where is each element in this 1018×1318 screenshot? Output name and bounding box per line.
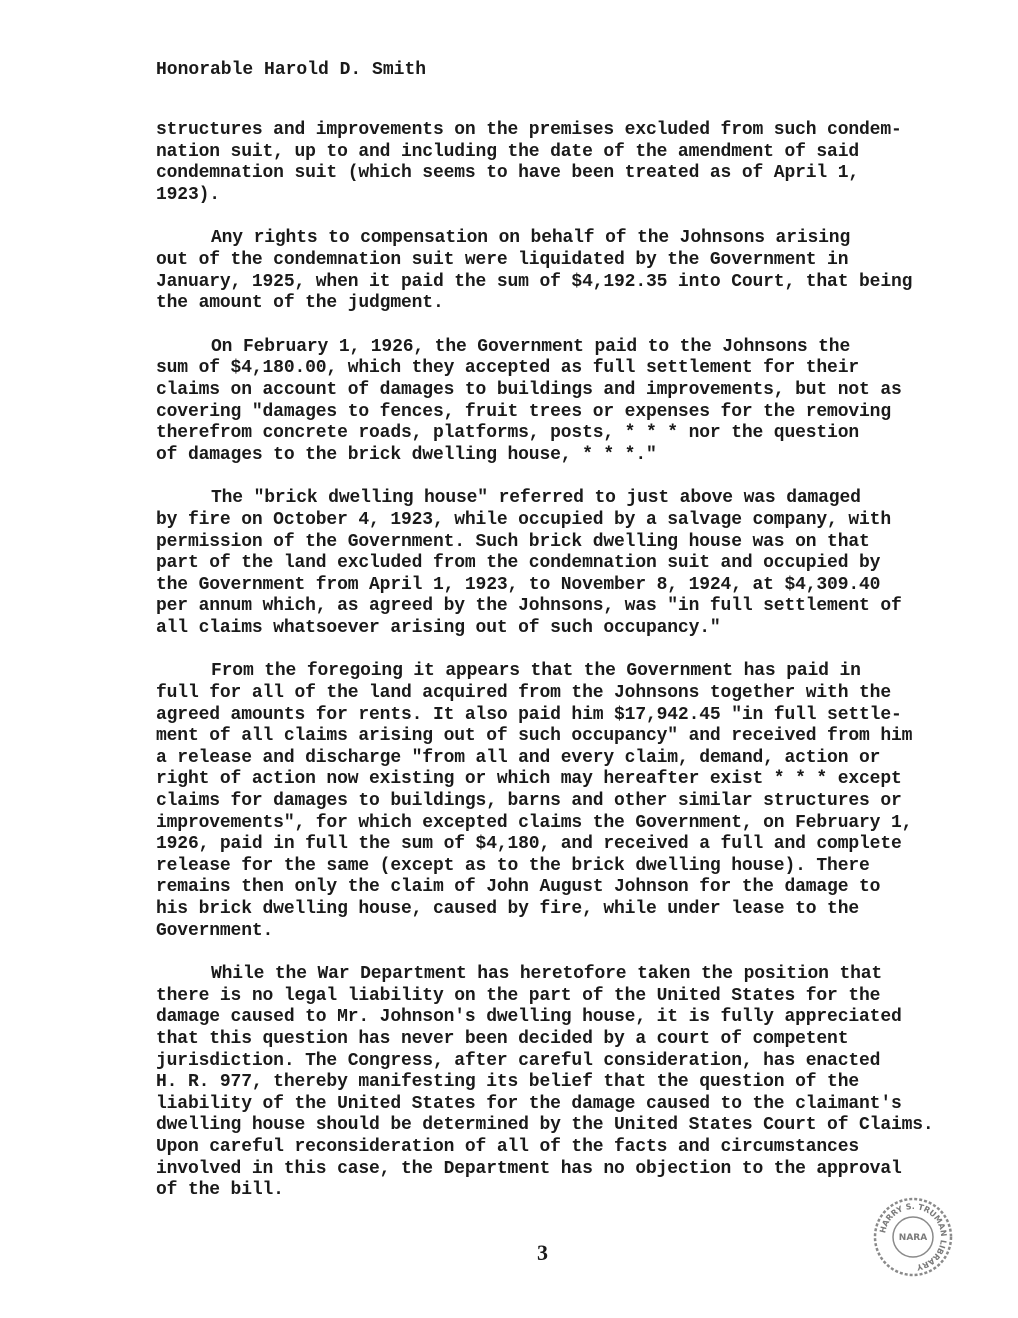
paragraph-line: damage caused to Mr. Johnson's dwelling house, it is fully appreciated (156, 1007, 902, 1028)
paragraph-line: liability of the United States for the damage caused to the claimant's (156, 1093, 902, 1114)
page-number: 3 (537, 1240, 548, 1265)
paragraph-line: therefrom concrete roads, platforms, posts, * * * nor the question (156, 423, 860, 444)
paragraph-line: full for all of the land acquired from the Johnsons together with the (156, 683, 891, 704)
paragraph-2 (156, 228, 926, 314)
paragraph-line: ment of all claims arising out of such occupancy" and received from him (156, 726, 913, 747)
paragraph-line: part of the land excluded from the condemnation suit and occupied by (156, 553, 881, 574)
paragraph-line: a release and discharge "from all and every claim, demand, action or (156, 747, 881, 768)
paragraph-line: jurisdiction. The Congress, after careful consideration, has enacted (156, 1050, 881, 1071)
paragraph-line: claims on account of damages to buildings and improvements, but not as (156, 379, 902, 400)
paragraph-3 (156, 337, 926, 467)
paragraph-line: agreed amounts for rents. It also paid him $17,942.45 "in full settle- (156, 704, 902, 725)
paragraph-line: Government. (156, 920, 274, 941)
paragraph-line: out of the condemnation suit were liquidated by the Government in (156, 249, 849, 270)
paragraph-line: Upon careful reconsideration of all of the facts and circumstances (156, 1136, 860, 1157)
paragraph-line: structures and improvements on the premises excluded from such condem- (156, 120, 902, 140)
paragraph-line: of damages to the brick dwelling house, * * *." (156, 444, 657, 465)
letter-header: Honorable Harold D. Smith (156, 60, 427, 80)
paragraph-6 (156, 964, 934, 1202)
paragraph-line: that this question has never been decided by a court of competent (156, 1028, 849, 1049)
paragraph-line: per annum which, as agreed by the Johnsons, was "in full settlement of (156, 596, 902, 617)
svg-text:NARA: NARA (898, 1233, 928, 1243)
paragraph-line: the amount of the judgment. (156, 293, 444, 314)
paragraph-line: condemnation suit (which seems to have been treated as of April 1, (156, 163, 860, 184)
paragraph-line: permission of the Government. Such brick dwelling house was on that (156, 531, 870, 552)
library-stamp-icon (872, 1196, 954, 1278)
svg-text:HARRY S. TRUMAN LIBRARY: HARRY S. TRUMAN LIBRARY (878, 1201, 949, 1272)
paragraph-line: there is no legal liability on the part of the United States for the (156, 985, 881, 1006)
paragraph-line: H. R. 977, thereby manifesting its belief that the question of the (156, 1072, 860, 1093)
paragraph-line: sum of $4,180.00, which they accepted as full settlement for their (156, 358, 860, 379)
paragraph-line: While the War Department has heretofore taken the position that (211, 964, 883, 985)
letter-body (156, 120, 934, 1224)
paragraph-line: right of action now existing or which may hereafter exist * * * except (156, 769, 902, 790)
paragraph-line: his brick dwelling house, caused by fire, while under lease to the (156, 899, 860, 919)
paragraph-line: improvements", for which excepted claims the Government, on February 1, (156, 812, 913, 833)
paragraph-line: nation suit, up to and including the date of the amendment of said (156, 141, 860, 162)
paragraph-line: The "brick dwelling house" referred to just above was damaged (211, 488, 861, 509)
paragraph-line: the Government from April 1, 1923, to November 8, 1924, at $4,309.40 (156, 574, 881, 595)
paragraph-line: covering "damages to fences, fruit trees or expenses for the removing (156, 401, 891, 422)
paragraph-line: January, 1925, when it paid the sum of $4,192.35 into Court, that being (156, 271, 913, 292)
paragraph-line: of the bill. (156, 1180, 284, 1201)
paragraph-line: Any rights to compensation on behalf of the Johnsons arising (211, 228, 851, 249)
paragraph-line: remains then only the claim of John August Johnson for the damage to (156, 877, 881, 898)
paragraph-line: claims for damages to buildings, barns and other similar structures or (156, 791, 902, 812)
paragraph-5 (156, 661, 926, 942)
paragraph-line: release for the same (except as to the brick dwelling house). There (156, 855, 870, 876)
paragraph-line: all claims whatsoever arising out of such occupancy." (156, 617, 721, 638)
paragraph-line: involved in this case, the Department has no objection to the approval (156, 1158, 902, 1179)
paragraph-line: 1926, paid in full the sum of $4,180, and received a full and complete (156, 834, 902, 855)
paragraph-4 (156, 488, 926, 639)
paragraph-line: 1923). (156, 184, 220, 205)
paragraph-line: From the foregoing it appears that the Government has paid in (211, 661, 861, 682)
paragraph-line: On February 1, 1926, the Government paid to the Johnsons the (211, 336, 851, 357)
paragraph-1 (156, 120, 926, 206)
paragraph-line: by fire on October 4, 1923, while occupied by a salvage company, with (156, 509, 891, 530)
paragraph-line: dwelling house should be determined by the United States Court of Claims. (156, 1115, 934, 1136)
